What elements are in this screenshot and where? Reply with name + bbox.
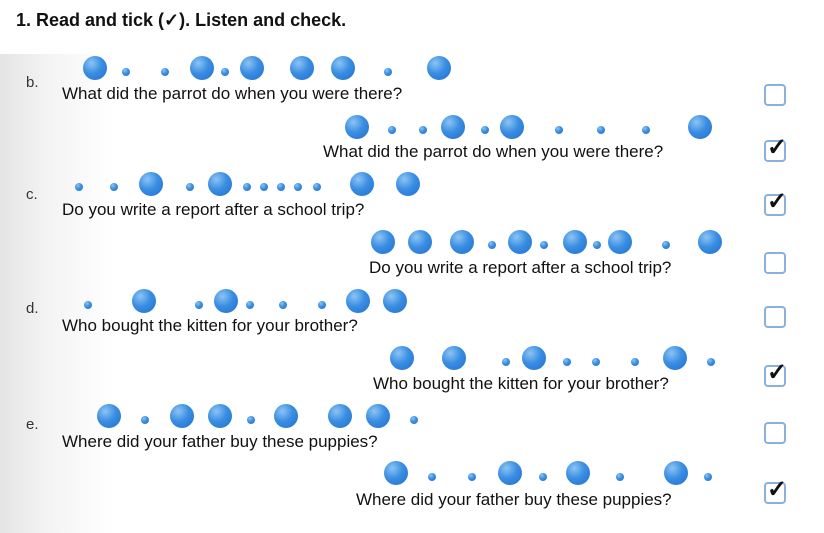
stress-dot-strong: [450, 230, 474, 254]
stress-dot-strong: [383, 289, 407, 313]
stress-dot-strong: [350, 172, 374, 196]
stress-dot-weak: [243, 183, 251, 191]
stress-dot-weak: [141, 416, 149, 424]
stress-dot-weak: [592, 358, 600, 366]
stress-dot-weak: [221, 68, 229, 76]
stress-dot-strong: [390, 346, 414, 370]
stress-dot-weak: [704, 473, 712, 481]
stress-dot-strong: [328, 404, 352, 428]
stress-dot-strong: [274, 404, 298, 428]
checkbox-b-a[interactable]: [764, 84, 786, 106]
item-letter-e: e.: [26, 416, 39, 433]
stress-dot-weak: [110, 183, 118, 191]
stress-dot-strong: [366, 404, 390, 428]
stress-dot-weak: [540, 241, 548, 249]
stress-dot-weak: [428, 473, 436, 481]
checkbox-c-b[interactable]: [764, 252, 786, 274]
stress-dot-weak: [488, 241, 496, 249]
stress-dot-strong: [83, 56, 107, 80]
stress-dot-weak: [563, 358, 571, 366]
stress-dot-weak: [277, 183, 285, 191]
stress-dot-weak: [593, 241, 601, 249]
stress-dot-strong: [427, 56, 451, 80]
stress-dot-strong: [170, 404, 194, 428]
stress-dot-strong: [290, 56, 314, 80]
stress-dot-weak: [707, 358, 715, 366]
stress-dot-weak: [161, 68, 169, 76]
stress-dot-weak: [247, 416, 255, 424]
stress-dot-weak: [662, 241, 670, 249]
stress-dot-strong: [208, 404, 232, 428]
stress-dot-weak: [246, 301, 254, 309]
tick-mark: ✓: [767, 476, 788, 503]
item-letter-d: d.: [26, 300, 39, 317]
stress-dot-strong: [566, 461, 590, 485]
stress-dot-strong: [190, 56, 214, 80]
stress-dot-weak: [186, 183, 194, 191]
sentence-e-a: Where did your father buy these puppies?: [62, 432, 378, 451]
sentence-e-b: Where did your father buy these puppies?: [356, 490, 672, 509]
stress-dot-strong: [522, 346, 546, 370]
stress-dot-strong: [396, 172, 420, 196]
stress-dot-strong: [500, 115, 524, 139]
tick-mark: ✓: [767, 188, 788, 215]
stress-dot-weak: [195, 301, 203, 309]
stress-dot-strong: [563, 230, 587, 254]
item-letter-b: b.: [26, 74, 39, 91]
sentence-c-b: Do you write a report after a school trip?: [369, 258, 672, 277]
stress-dot-strong: [688, 115, 712, 139]
exercise-title: 1. Read and tick (✓). Listen and check.: [16, 10, 347, 30]
stress-dot-strong: [208, 172, 232, 196]
stress-dot-strong: [331, 56, 355, 80]
stress-dot-weak: [539, 473, 547, 481]
stress-dot-strong: [408, 230, 432, 254]
stress-dot-weak: [642, 126, 650, 134]
checkbox-b-b[interactable]: [764, 134, 788, 162]
stress-dot-strong: [240, 56, 264, 80]
stress-dot-strong: [663, 346, 687, 370]
stress-dot-strong: [608, 230, 632, 254]
stress-dot-strong: [214, 289, 238, 313]
stress-dot-weak: [75, 183, 83, 191]
stress-dot-strong: [132, 289, 156, 313]
stress-dot-weak: [468, 473, 476, 481]
checkbox-e-a[interactable]: [764, 422, 786, 444]
stress-dot-strong: [384, 461, 408, 485]
checkbox-e-b[interactable]: [764, 476, 788, 504]
sentence-b-b: What did the parrot do when you were there?: [323, 142, 664, 161]
stress-dot-strong: [371, 230, 395, 254]
stress-dot-weak: [616, 473, 624, 481]
checkbox-d-b[interactable]: [764, 359, 788, 387]
stress-dot-weak: [318, 301, 326, 309]
stress-dot-weak: [384, 68, 392, 76]
stress-dot-weak: [84, 301, 92, 309]
sentence-b-a: What did the parrot do when you were there?: [62, 84, 403, 103]
stress-dot-weak: [502, 358, 510, 366]
stress-dot-weak: [260, 183, 268, 191]
stress-dot-strong: [508, 230, 532, 254]
stress-dot-strong: [346, 289, 370, 313]
stress-dot-weak: [419, 126, 427, 134]
stress-dot-weak: [279, 301, 287, 309]
stress-dot-weak: [122, 68, 130, 76]
stress-dot-weak: [294, 183, 302, 191]
stress-dot-weak: [481, 126, 489, 134]
tick-mark: ✓: [767, 134, 788, 161]
stress-dot-strong: [698, 230, 722, 254]
stress-dot-strong: [139, 172, 163, 196]
sentence-c-a: Do you write a report after a school trip?: [62, 200, 365, 219]
stress-dot-strong: [345, 115, 369, 139]
sentence-d-a: Who bought the kitten for your brother?: [62, 316, 358, 335]
stress-dot-strong: [442, 346, 466, 370]
stress-dot-weak: [555, 126, 563, 134]
sentence-d-b: Who bought the kitten for your brother?: [373, 374, 669, 393]
stress-dot-strong: [498, 461, 522, 485]
stress-dot-weak: [313, 183, 321, 191]
stress-dot-strong: [441, 115, 465, 139]
stress-dot-weak: [410, 416, 418, 424]
stress-dot-weak: [597, 126, 605, 134]
stress-dot-weak: [388, 126, 396, 134]
stress-dot-strong: [664, 461, 688, 485]
item-letter-c: c.: [26, 186, 38, 203]
tick-mark: ✓: [767, 359, 788, 386]
checkbox-d-a[interactable]: [764, 306, 786, 328]
checkbox-c-a[interactable]: [764, 188, 788, 216]
stress-dot-weak: [631, 358, 639, 366]
stress-dot-strong: [97, 404, 121, 428]
